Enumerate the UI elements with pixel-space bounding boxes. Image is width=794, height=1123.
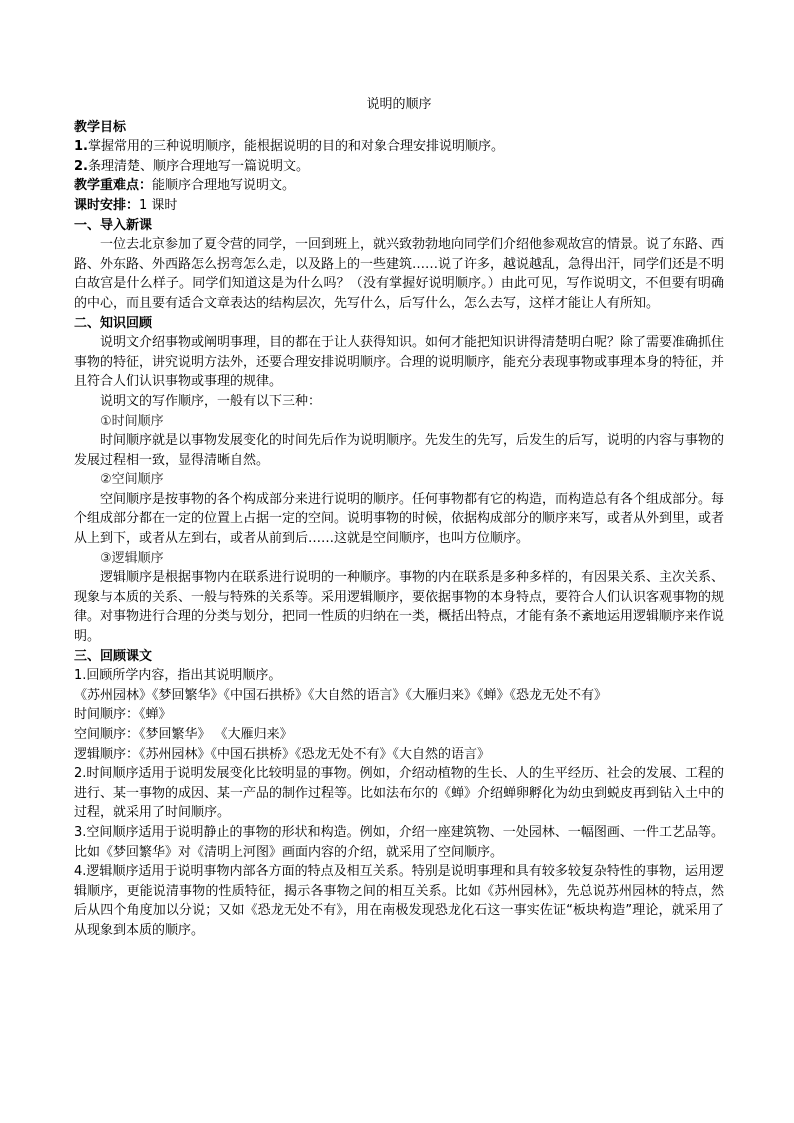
page-title: 说明的顺序 <box>366 97 432 112</box>
section-heading-review: 二、知识回顾 <box>74 315 153 331</box>
answer-text: 《苏州园林》《中国石拱桥》《恐龙无处不有》《大自然的语言》 <box>139 746 491 762</box>
texts-text: 回顾所学内容，指出其说明顺序。 <box>86 668 282 684</box>
order-text-time: 时间顺序就是以事物发展变化的时间先后作为说明顺序。先发生的先写，后发生的后写，说明的内容与事物的发展过程相一致，显得清晰自然。 <box>74 433 725 468</box>
answer-label: 空间顺序： <box>74 727 140 742</box>
hours-text: 1 课时 <box>139 197 178 213</box>
section-heading-intro: 一、导入新课 <box>74 217 153 233</box>
point-item-2 <box>74 764 724 823</box>
point-item-4 <box>74 862 724 940</box>
answer-text: 《蝉》 <box>139 707 172 723</box>
goal-text: 掌握常用的三种说明顺序，能根据说明的目的和对象合理安排说明顺序。 <box>87 139 504 155</box>
order-text-space: 空间顺序是按事物的各个构成部分来进行说明的顺序。任何事物都有它的构造，而构造总有各个组成部分。每个组成部分都在一定的位置上占据一定的空间。说明事物的时候，依据构成部分的顺序来写，或者从外到里，或者从上到下，或者从左到右，或者从前到后……这就是空间顺序，也叫方位顺序。 <box>74 491 725 547</box>
hours-label: 课时安排： <box>74 197 140 213</box>
goal-item-1 <box>74 137 724 157</box>
order-label-space: ②空间顺序 <box>100 472 164 488</box>
texts-item-1 <box>74 666 724 686</box>
intro-paragraph: 一位去北京参加了夏令营的同学，一回到班上，就兴致勃勃地向同学们介绍他参观故宫的情景。说了东路、西路、外东路、外西路怎么拐弯怎么走，以及路上的一些建筑……说了许多，越说越乱，急得出汗，同学们还是不明白故宫是什么样子。同学们知道这是为什么吗？（没有掌握好说明顺序。）由此可见，写作说明文，不但要有明确的中心，而且要有适合文章表达的结构层次，先写什么，后写什么，怎么去写，这样才能让人有所知。 <box>74 237 725 311</box>
texts-num: 1. <box>74 668 87 684</box>
answer-logic <box>74 745 724 765</box>
review-paragraph-2: 说明文的写作顺序，一般有以下三种： <box>100 393 322 409</box>
goal-num: 2. <box>74 158 88 174</box>
answer-text: 《梦回繁华》 《大雁归来》 <box>139 727 293 742</box>
key-points-text: 能顺序合理地写说明文。 <box>152 178 296 194</box>
point-text: 空间顺序适用于说明静止的事物的形状和构造。例如，介绍一座建筑物、一处园林、一幅图画、一件工艺品等。比如《梦回繁华》对《清明上河图》画面内容的介绍，就采用了空间顺序。 <box>74 824 724 860</box>
order-label-time: ①时间顺序 <box>100 413 164 429</box>
answer-time <box>74 705 724 725</box>
answer-space <box>74 725 724 745</box>
goal-num: 1. <box>74 139 88 155</box>
section-heading-texts: 三、回顾课文 <box>74 648 153 664</box>
point-text: 逻辑顺序适用于说明事物内部各方面的特点及相互关系。特别是说明事理和具有较多较复杂特性的事物，运用逻辑顺序，更能说清事物的性质特征，揭示各事物之间的相互关系。比如《苏州园林》，先总说苏州园林的特点，然后从四个角度加以分说；又如《恐龙无处不有》，用在南极发现恐龙化石这一事实佐证“板块构造”理论，就采用了从现象到本质的顺序。 <box>74 864 724 938</box>
goal-item-2 <box>74 157 724 177</box>
hours-line <box>74 196 724 216</box>
order-label-logic: ③逻辑顺序 <box>100 550 164 566</box>
goals-heading: 教学目标 <box>74 119 127 135</box>
answer-label: 时间顺序： <box>74 707 140 723</box>
key-points-line <box>74 176 724 196</box>
key-points-label: 教学重难点： <box>74 178 153 194</box>
order-text-logic: 逻辑顺序是根据事物内在联系进行说明的一种顺序。事物的内在联系是多种多样的，有因果关系、主次关系、现象与本质的关系、一般与特殊的关系等。采用逻辑顺序，要依据事物的本身特点，要符合人们认识客观事物的规律。对事物进行合理的分类与划分，把同一性质的归纳在一类，概括出特点，才能有条不紊地运用逻辑顺序来作说明。 <box>74 570 725 645</box>
review-paragraph-1: 说明文介绍事物或阐明事理，目的都在于让人获得知识。如何才能把知识讲得清楚明白呢？除了需要准确抓住事物的特征，讲究说明方法外，还要合理安排说明顺序。合理的说明顺序，能充分表现事物或事理本身的特征，并且符合人们认识事物或事理的规律。 <box>74 335 725 390</box>
point-num: 3. <box>74 824 87 840</box>
document-page <box>74 95 724 941</box>
goal-text: 条理清楚、顺序合理地写一篇说明文。 <box>87 158 309 174</box>
book-list: 《苏州园林》《梦回繁华》《中国石拱桥》《大自然的语言》《大雁归来》《蝉》《恐龙无处不有》 <box>74 687 608 703</box>
point-text: 时间顺序适用于说明发展变化比较明显的事物。例如，介绍动植物的生长、人的生平经历、社会的发展、工程的进行、某一事物的成因、某一产品的制作过程等。比如法布尔的《蝉》介绍蝉卵孵化为幼虫到蜕皮再到钻入土中的过程，就采用了时间顺序。 <box>74 766 725 821</box>
point-num: 2. <box>74 766 87 782</box>
answer-label: 逻辑顺序： <box>74 746 140 762</box>
point-num: 4. <box>74 864 87 880</box>
point-item-3 <box>74 823 724 862</box>
